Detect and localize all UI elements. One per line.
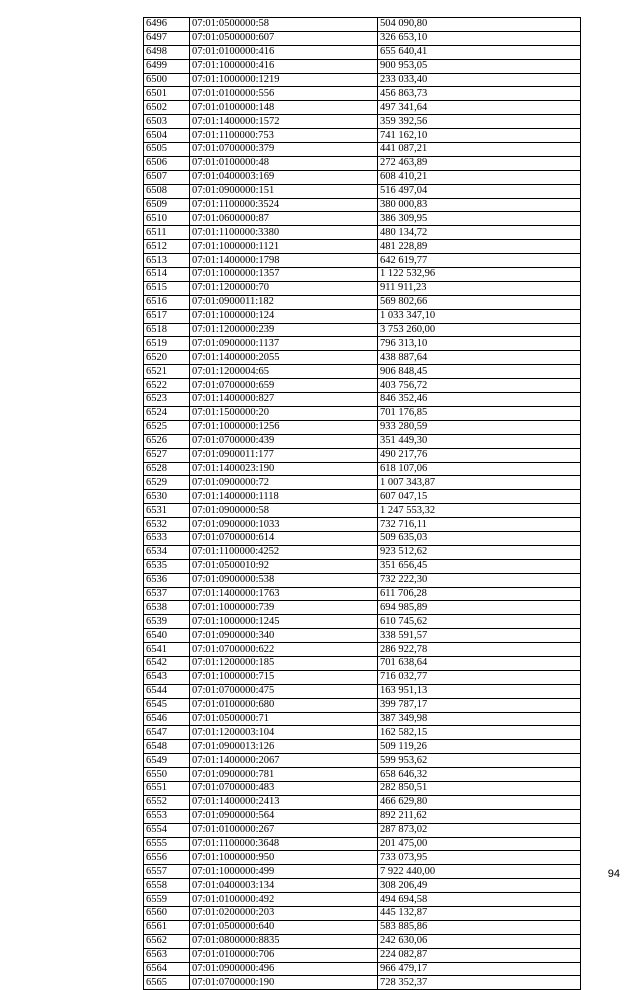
cadastral-number-cell: 07:01:1200000:185 [190,656,378,670]
cadastral-number-cell: 07:01:1000000:124 [190,309,378,323]
row-number-cell: 6541 [144,643,190,657]
table-row [144,643,581,657]
row-number-cell: 6516 [144,295,190,309]
table-row [144,379,581,393]
row-number-cell: 6557 [144,865,190,879]
row-number-cell: 6524 [144,406,190,420]
row-number-cell: 6543 [144,670,190,684]
table-row [144,18,581,32]
row-number-cell: 6549 [144,754,190,768]
cadastral-number-cell: 07:01:1000000:1357 [190,268,378,282]
row-number-cell: 6507 [144,170,190,184]
row-number-cell: 6508 [144,184,190,198]
cadastral-number-cell: 07:01:0500000:58 [190,18,378,32]
value-cell: 1 007 343,87 [378,476,581,490]
table-row [144,559,581,573]
value-cell: 282 850,51 [378,781,581,795]
cadastral-number-cell: 07:01:0100000:48 [190,156,378,170]
cadastral-number-cell: 07:01:1100000:3380 [190,226,378,240]
cadastral-number-cell: 07:01:1000000:1256 [190,420,378,434]
cadastral-number-cell: 07:01:1200003:104 [190,726,378,740]
value-cell: 399 787,17 [378,698,581,712]
cadastral-number-cell: 07:01:0200000:203 [190,907,378,921]
value-cell: 494 694,58 [378,893,581,907]
row-number-cell: 6550 [144,768,190,782]
row-number-cell: 6517 [144,309,190,323]
value-cell: 456 863,73 [378,87,581,101]
table-row [144,434,581,448]
value-cell: 655 640,41 [378,45,581,59]
row-number-cell: 6522 [144,379,190,393]
value-cell: 733 073,95 [378,851,581,865]
value-cell: 618 107,06 [378,462,581,476]
value-cell: 481 228,89 [378,240,581,254]
row-number-cell: 6559 [144,893,190,907]
table-row [144,781,581,795]
value-cell: 1 033 347,10 [378,309,581,323]
cadastral-number-cell: 07:01:0900000:538 [190,573,378,587]
row-number-cell: 6519 [144,337,190,351]
table-row [144,143,581,157]
value-cell: 796 313,10 [378,337,581,351]
value-cell: 387 349,98 [378,712,581,726]
row-number-cell: 6513 [144,254,190,268]
row-number-cell: 6496 [144,18,190,32]
cadastral-number-cell: 07:01:0700000:622 [190,643,378,657]
table-row [144,170,581,184]
table-row [144,281,581,295]
row-number-cell: 6547 [144,726,190,740]
cadastral-number-cell: 07:01:1000000:1219 [190,73,378,87]
table-row [144,240,581,254]
table-row [144,254,581,268]
cadastral-number-cell: 07:01:1100000:4252 [190,545,378,559]
row-number-cell: 6506 [144,156,190,170]
table-row [144,448,581,462]
cadastral-number-cell: 07:01:0100000:492 [190,893,378,907]
cadastral-number-cell: 07:01:0500000:607 [190,31,378,45]
cadastral-number-cell: 07:01:0700000:379 [190,143,378,157]
row-number-cell: 6515 [144,281,190,295]
row-number-cell: 6527 [144,448,190,462]
value-cell: 1 122 532,96 [378,268,581,282]
cadastral-number-cell: 07:01:0100000:267 [190,823,378,837]
table-row [144,907,581,921]
table-row [144,531,581,545]
row-number-cell: 6534 [144,545,190,559]
table-row [144,337,581,351]
cadastral-number-cell: 07:01:0900000:564 [190,809,378,823]
value-cell: 351 656,45 [378,559,581,573]
value-cell: 911 911,23 [378,281,581,295]
table-row [144,295,581,309]
cadastral-number-cell: 07:01:0600000:87 [190,212,378,226]
value-cell: 892 211,62 [378,809,581,823]
table-row [144,31,581,45]
table-row [144,323,581,337]
row-number-cell: 6502 [144,101,190,115]
value-cell: 694 985,89 [378,601,581,615]
value-cell: 610 745,62 [378,615,581,629]
value-cell: 933 280,59 [378,420,581,434]
cadastral-number-cell: 07:01:1400000:827 [190,393,378,407]
cadastral-number-cell: 07:01:0900000:72 [190,476,378,490]
table-row [144,156,581,170]
table-row [144,740,581,754]
cadastral-number-cell: 07:01:1100000:3648 [190,837,378,851]
cadastral-number-cell: 07:01:0100000:556 [190,87,378,101]
table-row [144,712,581,726]
value-cell: 7 922 440,00 [378,865,581,879]
table-row [144,490,581,504]
row-number-cell: 6558 [144,879,190,893]
row-number-cell: 6512 [144,240,190,254]
value-cell: 966 479,17 [378,962,581,976]
value-cell: 351 449,30 [378,434,581,448]
row-number-cell: 6497 [144,31,190,45]
cadastral-number-cell: 07:01:1000000:416 [190,59,378,73]
table-row [144,420,581,434]
row-number-cell: 6504 [144,129,190,143]
row-number-cell: 6548 [144,740,190,754]
value-cell: 497 341,64 [378,101,581,115]
row-number-cell: 6501 [144,87,190,101]
table-row [144,948,581,962]
cadastral-number-cell: 07:01:1400000:1763 [190,587,378,601]
row-number-cell: 6529 [144,476,190,490]
table-row [144,698,581,712]
value-cell: 900 953,05 [378,59,581,73]
value-cell: 608 410,21 [378,170,581,184]
table-row [144,351,581,365]
row-number-cell: 6552 [144,795,190,809]
cadastral-number-cell: 07:01:0900000:1033 [190,518,378,532]
cadastral-number-cell: 07:01:1000000:739 [190,601,378,615]
table-row [144,101,581,115]
value-cell: 308 206,49 [378,879,581,893]
row-number-cell: 6526 [144,434,190,448]
row-number-cell: 6500 [144,73,190,87]
cadastral-number-cell: 07:01:1400023:190 [190,462,378,476]
cadastral-number-cell: 07:01:0700000:475 [190,684,378,698]
cadastral-number-cell: 07:01:1200000:70 [190,281,378,295]
value-cell: 569 802,66 [378,295,581,309]
row-number-cell: 6565 [144,976,190,990]
table-row [144,920,581,934]
table-row [144,795,581,809]
cadastral-number-cell: 07:01:1000000:950 [190,851,378,865]
table-row [144,976,581,990]
value-cell: 480 134,72 [378,226,581,240]
row-number-cell: 6498 [144,45,190,59]
cadastral-number-cell: 07:01:0100000:148 [190,101,378,115]
row-number-cell: 6523 [144,393,190,407]
table-row [144,504,581,518]
cadastral-number-cell: 07:01:1400000:1118 [190,490,378,504]
table-row [144,865,581,879]
table-row [144,462,581,476]
value-cell: 642 619,77 [378,254,581,268]
row-number-cell: 6539 [144,615,190,629]
table-row [144,268,581,282]
value-cell: 242 630,06 [378,934,581,948]
cadastral-number-cell: 07:01:1000000:1245 [190,615,378,629]
table-row [144,365,581,379]
cadastral-number-cell: 07:01:1100000:3524 [190,198,378,212]
value-cell: 438 887,64 [378,351,581,365]
table-row [144,670,581,684]
table-row [144,587,581,601]
row-number-cell: 6528 [144,462,190,476]
row-number-cell: 6564 [144,962,190,976]
row-number-cell: 6514 [144,268,190,282]
value-cell: 583 885,86 [378,920,581,934]
cadastral-number-cell: 07:01:1400000:1798 [190,254,378,268]
value-cell: 466 629,80 [378,795,581,809]
table-row [144,518,581,532]
cadastral-number-cell: 07:01:0900000:1137 [190,337,378,351]
table-row [144,115,581,129]
cadastral-number-cell: 07:01:1200000:239 [190,323,378,337]
cadastral-number-cell: 07:01:0100000:680 [190,698,378,712]
row-number-cell: 6562 [144,934,190,948]
cadastral-number-cell: 07:01:0400003:169 [190,170,378,184]
table-row [144,851,581,865]
row-number-cell: 6535 [144,559,190,573]
cadastral-number-cell: 07:01:1400000:1572 [190,115,378,129]
value-cell: 163 951,13 [378,684,581,698]
cadastral-number-cell: 07:01:0100000:416 [190,45,378,59]
row-number-cell: 6509 [144,198,190,212]
value-cell: 846 352,46 [378,393,581,407]
value-cell: 516 497,04 [378,184,581,198]
row-number-cell: 6499 [144,59,190,73]
row-number-cell: 6536 [144,573,190,587]
cadastral-number-cell: 07:01:0900000:151 [190,184,378,198]
row-number-cell: 6551 [144,781,190,795]
value-cell: 224 082,87 [378,948,581,962]
row-number-cell: 6521 [144,365,190,379]
table-row [144,198,581,212]
table-row [144,45,581,59]
row-number-cell: 6556 [144,851,190,865]
row-number-cell: 6537 [144,587,190,601]
row-number-cell: 6511 [144,226,190,240]
cadastral-number-cell: 07:01:1000000:1121 [190,240,378,254]
row-number-cell: 6533 [144,531,190,545]
value-cell: 233 033,40 [378,73,581,87]
cadastral-number-cell: 07:01:1400000:2067 [190,754,378,768]
cadastral-number-cell: 07:01:0900000:496 [190,962,378,976]
table-row [144,934,581,948]
row-number-cell: 6503 [144,115,190,129]
cadastral-number-cell: 07:01:0500010:92 [190,559,378,573]
cadastral-number-cell: 07:01:0900011:177 [190,448,378,462]
cadastral-number-cell: 07:01:1500000:20 [190,406,378,420]
row-number-cell: 6520 [144,351,190,365]
row-number-cell: 6544 [144,684,190,698]
cadastral-number-cell: 07:01:0700000:659 [190,379,378,393]
value-cell: 286 922,78 [378,643,581,657]
cadastral-number-cell: 07:01:0500000:640 [190,920,378,934]
row-number-cell: 6525 [144,420,190,434]
cadastral-number-cell: 07:01:0700000:614 [190,531,378,545]
table-row [144,545,581,559]
row-number-cell: 6510 [144,212,190,226]
value-cell: 611 706,28 [378,587,581,601]
cadastral-number-cell: 07:01:0900013:126 [190,740,378,754]
value-cell: 386 309,95 [378,212,581,226]
row-number-cell: 6532 [144,518,190,532]
cadastral-number-cell: 07:01:1400000:2413 [190,795,378,809]
table-row [144,309,581,323]
row-number-cell: 6545 [144,698,190,712]
row-number-cell: 6563 [144,948,190,962]
table-row [144,573,581,587]
value-cell: 607 047,15 [378,490,581,504]
value-cell: 326 653,10 [378,31,581,45]
row-number-cell: 6531 [144,504,190,518]
value-cell: 1 247 553,32 [378,504,581,518]
cadastral-number-cell: 07:01:0900000:340 [190,629,378,643]
table-row [144,601,581,615]
row-number-cell: 6561 [144,920,190,934]
value-cell: 732 222,30 [378,573,581,587]
value-cell: 287 873,02 [378,823,581,837]
row-number-cell: 6546 [144,712,190,726]
value-cell: 701 176,85 [378,406,581,420]
value-cell: 716 032,77 [378,670,581,684]
row-number-cell: 6538 [144,601,190,615]
row-number-cell: 6518 [144,323,190,337]
value-cell: 201 475,00 [378,837,581,851]
table-row [144,615,581,629]
value-cell: 380 000,83 [378,198,581,212]
cadastral-number-cell: 07:01:0400003:134 [190,879,378,893]
table-row [144,893,581,907]
table-row [144,684,581,698]
cadastral-number-cell: 07:01:0900011:182 [190,295,378,309]
table-row [144,809,581,823]
table-row [144,59,581,73]
table-row [144,726,581,740]
cadastral-number-cell: 07:01:1100000:753 [190,129,378,143]
value-cell: 162 582,15 [378,726,581,740]
table-row [144,393,581,407]
cadastral-number-cell: 07:01:0700000:483 [190,781,378,795]
cadastral-number-cell: 07:01:0900000:781 [190,768,378,782]
table-row [144,823,581,837]
value-cell: 272 463,89 [378,156,581,170]
table-row [144,129,581,143]
row-number-cell: 6560 [144,907,190,921]
table-row [144,962,581,976]
row-number-cell: 6553 [144,809,190,823]
table-row [144,476,581,490]
value-cell: 732 716,11 [378,518,581,532]
cadastral-number-cell: 07:01:0900000:58 [190,504,378,518]
table-row [144,73,581,87]
row-number-cell: 6530 [144,490,190,504]
value-cell: 658 646,32 [378,768,581,782]
row-number-cell: 6505 [144,143,190,157]
table-row [144,406,581,420]
data-table [143,17,581,990]
table-row [144,754,581,768]
cadastral-number-cell: 07:01:1000000:499 [190,865,378,879]
table-row [144,656,581,670]
row-number-cell: 6540 [144,629,190,643]
cadastral-number-cell: 07:01:0500000:71 [190,712,378,726]
row-number-cell: 6555 [144,837,190,851]
table-row [144,212,581,226]
value-cell: 728 352,37 [378,976,581,990]
value-cell: 701 638,64 [378,656,581,670]
table-row [144,87,581,101]
value-cell: 338 591,57 [378,629,581,643]
page-number: 94 [607,868,620,880]
table-row [144,768,581,782]
cadastral-number-cell: 07:01:0100000:706 [190,948,378,962]
value-cell: 509 119,26 [378,740,581,754]
value-cell: 441 087,21 [378,143,581,157]
table-row [144,837,581,851]
table-row [144,226,581,240]
cadastral-number-cell: 07:01:1400000:2055 [190,351,378,365]
table-row [144,629,581,643]
value-cell: 504 090,80 [378,18,581,32]
value-cell: 509 635,03 [378,531,581,545]
value-cell: 923 512,62 [378,545,581,559]
value-cell: 3 753 260,00 [378,323,581,337]
value-cell: 445 132,87 [378,907,581,921]
cadastral-number-cell: 07:01:1000000:715 [190,670,378,684]
value-cell: 359 392,56 [378,115,581,129]
table-row [144,879,581,893]
table-body [144,18,581,990]
value-cell: 906 848,45 [378,365,581,379]
value-cell: 599 953,62 [378,754,581,768]
value-cell: 490 217,76 [378,448,581,462]
value-cell: 741 162,10 [378,129,581,143]
cadastral-number-cell: 07:01:0800000:8835 [190,934,378,948]
row-number-cell: 6542 [144,656,190,670]
value-cell: 403 756,72 [378,379,581,393]
cadastral-number-cell: 07:01:1200004:65 [190,365,378,379]
row-number-cell: 6554 [144,823,190,837]
cadastral-number-cell: 07:01:0700000:190 [190,976,378,990]
table-row [144,184,581,198]
cadastral-number-cell: 07:01:0700000:439 [190,434,378,448]
